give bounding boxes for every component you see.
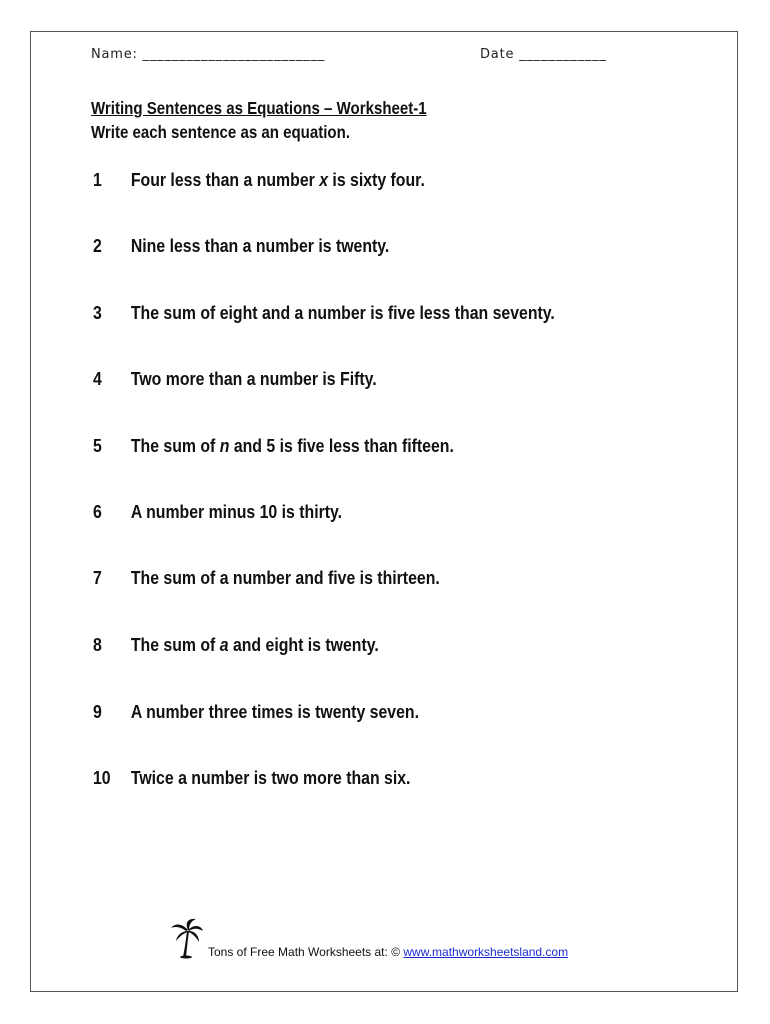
question-number: 10 (93, 768, 111, 788)
question-item (93, 170, 425, 191)
question-text: Four less than a number (130, 170, 320, 190)
worksheet-title: Writing Sentences as Equations – Worksheet-1 (91, 98, 427, 118)
question-text: A number three times is twenty seven. (130, 702, 419, 722)
question-text: Twice a number is two more than six. (130, 768, 411, 788)
question-item (93, 236, 389, 257)
question-text: The sum of a number and five is thirteen. (130, 568, 440, 588)
title-block (91, 96, 427, 144)
question-number: 1 (93, 170, 102, 190)
question-text-end: is sixty four. (328, 170, 425, 190)
question-text-end: and 5 is five less than fifteen. (229, 436, 454, 456)
question-variable: x (319, 170, 329, 190)
question-number: 2 (93, 236, 102, 256)
name-field-label: Name: _________________________ (91, 47, 326, 62)
question-text: Two more than a number is Fifty. (130, 369, 377, 389)
palm-tree-icon (170, 917, 204, 959)
question-number: 6 (93, 502, 102, 522)
question-variable: a (219, 635, 229, 655)
question-item (93, 768, 410, 789)
question-number: 8 (93, 635, 102, 655)
footer (208, 945, 568, 959)
date-field-label: Date ____________ (480, 47, 607, 62)
worksheet-instruction: Write each sentence as an equation. (91, 122, 351, 142)
question-text: The sum of (130, 436, 220, 456)
question-item (93, 303, 555, 324)
question-text: The sum of eight and a number is five less than seventy. (130, 303, 555, 323)
question-number: 4 (93, 369, 102, 389)
question-item (93, 436, 454, 457)
question-text: Nine less than a number is twenty. (130, 236, 390, 256)
question-number: 9 (93, 702, 102, 722)
question-item (93, 702, 419, 723)
question-text-end: and eight is twenty. (228, 635, 379, 655)
question-number: 7 (93, 568, 102, 588)
question-number: 5 (93, 436, 102, 456)
question-item (93, 369, 377, 390)
question-text: The sum of (130, 635, 220, 655)
footer-text: Tons of Free Math Worksheets at: © (208, 945, 404, 959)
question-text: A number minus 10 is thirty. (130, 502, 343, 522)
question-variable: n (219, 436, 230, 456)
question-item (93, 568, 440, 589)
footer-link[interactable]: www.mathworksheetsland.com (403, 945, 569, 959)
question-item (93, 502, 342, 523)
question-item (93, 635, 379, 656)
question-number: 3 (93, 303, 102, 323)
